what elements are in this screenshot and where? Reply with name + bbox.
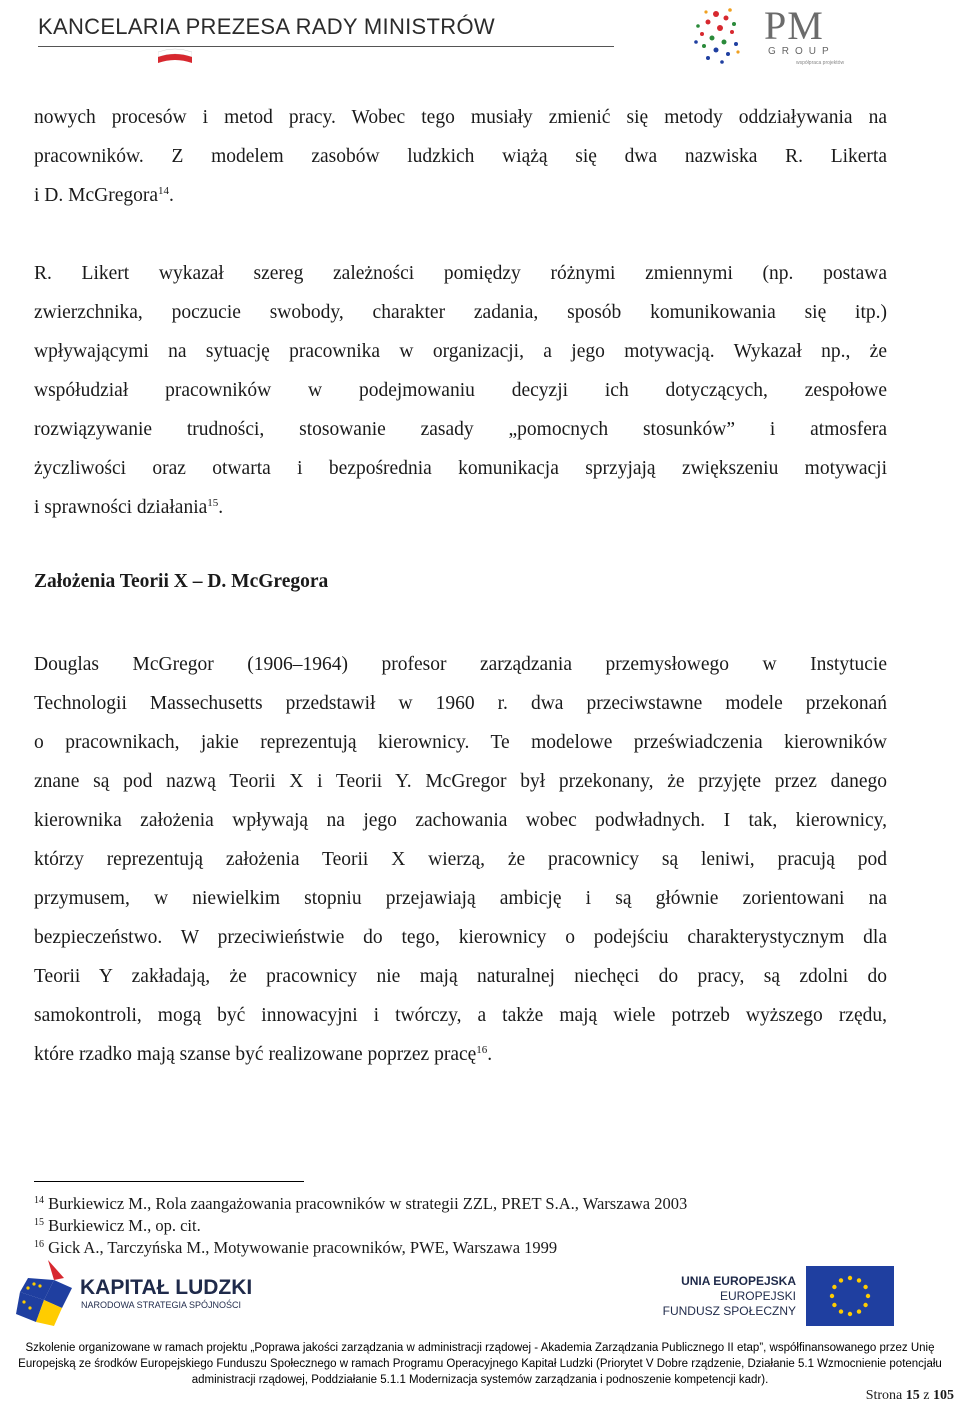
text-line: znane są pod nazwą Teorii X i Teorii Y. McGregor był przekonany, że przyjęte przez danego xyxy=(34,771,887,792)
flag-icon xyxy=(158,48,192,66)
kapital-ludzki-subtitle: NARODOWA STRATEGIA SPÓJNOŚCI xyxy=(81,1300,242,1310)
paragraph-3 xyxy=(34,645,887,1074)
eu-star-icon xyxy=(839,1278,843,1282)
paragraph-2 xyxy=(34,254,887,527)
eu-star-icon xyxy=(832,1303,836,1307)
eu-star-icon xyxy=(848,1312,852,1316)
eu-flag-icon xyxy=(806,1266,894,1326)
text-line: bezpieczeństwo. W przeciwieństwie do tego, kierownicy o podejściu charakterystycznym dla xyxy=(34,927,887,948)
text-line: samokontroli, mogą być innowacyjni i twórczy, a także mają wiele potrzeb wyższego rzędu, xyxy=(34,1005,887,1026)
text-line: Technologii Massechusetts przedstawił w 1960 r. dwa przeciwstawne modele przekonań xyxy=(34,693,887,714)
text-line: współudział pracowników w podejmowaniu decyzji ich dotyczących, zespołowe xyxy=(34,380,887,401)
text-line: życzliwości oraz otwarta i bezpośrednia komunikacja sprzyjają zwiększeniu motywacji xyxy=(34,458,887,479)
eu-star-icon xyxy=(857,1278,861,1282)
text-line: i D. McGregora$^{14}$. xyxy=(34,185,174,206)
text-line: Douglas McGregor (1906–1964) profesor zarządzania przemysłowego w Instytucie xyxy=(34,654,887,675)
eu-star-icon xyxy=(839,1309,843,1313)
footnote-14: $^{14}$ Burkiewicz M., Rola zaangażowania pracowników w strategii ZZL, PRET S.A., Warszawa 2003 xyxy=(34,1194,688,1213)
header-title: KANCELARIA PREZESA RADY MINISTRÓW xyxy=(38,14,495,39)
footnote-15: $^{15}$ Burkiewicz M., op. cit. xyxy=(34,1216,201,1235)
footnote-ref: 15 xyxy=(207,497,219,509)
text-line: kierownika założenia wpływają na jego zachowania wobec podwładnych. I tak, kierownicy, xyxy=(34,810,887,831)
text-line: którzy reprezentują założenia Teorii X wierzą, że pracownicy są leniwi, pracują pod xyxy=(34,849,887,870)
text-line: które rzadko mają szanse być realizowane poprzez pracę$^{16}$. xyxy=(34,1044,493,1065)
text-line: wpływającymi na sytuację pracownika w organizacji, a jego motywacją. Wykazał np., że xyxy=(34,341,887,362)
paragraph-1 xyxy=(34,98,887,215)
text-line: przymusem, w niewielkim stopniu przejawiają ambicję i są głównie zorientowani na xyxy=(34,888,887,909)
footnote-ref: 14 xyxy=(158,185,169,197)
eu-star-icon xyxy=(832,1285,836,1289)
eu-star-icon xyxy=(857,1309,861,1313)
text-line: R. Likert wykazał szereg zależności pomiędzy różnymi zmiennymi (np. postawa xyxy=(34,263,887,284)
eu-star-icon xyxy=(830,1294,834,1298)
footnote-ref: 16 xyxy=(476,1044,488,1056)
eu-star-icon xyxy=(866,1294,870,1298)
eu-fund-label: UNIA EUROPEJSKA EUROPEJSKI FUNDUSZ SPOŁECZNY xyxy=(662,1274,796,1318)
footnote-16: $^{16}$ Gick A., Tarczyńska M., Motywowanie pracowników, PWE, Warszawa 1999 xyxy=(34,1238,558,1257)
pm-logo-subtitle: współpraca projektów xyxy=(796,60,845,66)
section-heading: Założenia Teorii X – D. McGregora xyxy=(34,571,329,592)
pm-logo-letters: PM xyxy=(764,3,824,48)
eu-star-icon xyxy=(848,1276,852,1280)
pm-logo-group: GROUP xyxy=(768,46,835,57)
text-line: nowych procesów i metod pracy. Wobec tego musiały zmienić się metody oddziaływania na xyxy=(34,107,887,128)
header-rule xyxy=(38,46,614,47)
text-line: zwierzchnika, poczucie swobody, charakter zadania, sposób komunikowania się itp.) xyxy=(34,302,887,323)
text-line: o pracownikach, jakie reprezentują kierownicy. Te modelowe przeświadczenia kierowników xyxy=(34,732,887,753)
text-line: i sprawności działania$^{15}$. xyxy=(34,497,224,518)
footer-text: Szkolenie organizowane w ramach projektu „Poprawa jakości zarządzania w administracji rządowej - Akademia Zarządzania Publicznego II etap”, współfinansowanego przez Unię Europejską ze środków Europejskiego Funduszu Społecznego w ramach Programu Operacyjnego Kapitał Ludzki (Priorytet V Dobre rządzenie, Działanie 5.1 Wzmocnienie potencjału administracji rządowej, Poddziałanie 5.1.1 Modernizacja systemów zarządzania i podnoszenie kompetencji kadr). xyxy=(18,1342,942,1386)
eu-star-icon xyxy=(863,1285,867,1289)
kapital-ludzki-title: KAPITAŁ LUDZKI xyxy=(80,1276,253,1299)
eu-star-icon xyxy=(863,1303,867,1307)
text-line: pracowników. Z modelem zasobów ludzkich wiążą się dwa nazwiska R. Likerta xyxy=(34,146,887,167)
page-number: Strona 15 z 105 xyxy=(865,1388,954,1403)
text-line: Teorii Y zakładają, że pracownicy nie mają naturalnej niechęci do pracy, są zdolni do xyxy=(34,966,887,987)
kapital-ludzki-logo-icon xyxy=(14,1258,78,1328)
text-line: rozwiązywanie trudności, stosowanie zasady „pomocnych stosunków” i atmosfera xyxy=(34,419,887,440)
footnote-rule xyxy=(34,1181,304,1182)
